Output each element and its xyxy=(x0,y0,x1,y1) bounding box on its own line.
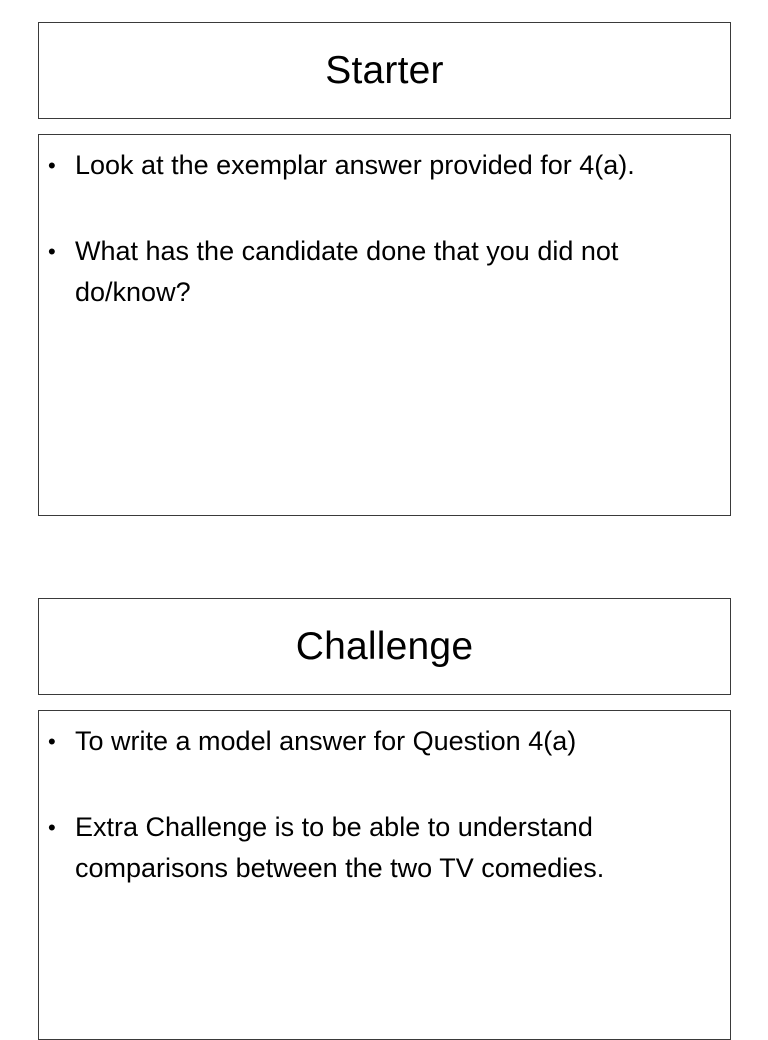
bullet-icon: • xyxy=(48,815,56,840)
bullet-icon: • xyxy=(48,729,56,754)
starter-bullet-2-text: What has the candidate done that you did not do/know? xyxy=(75,236,619,307)
starter-bullet-list xyxy=(39,135,730,313)
challenge-bullet-2 xyxy=(48,807,718,889)
bullet-icon: • xyxy=(48,153,56,178)
starter-bullet-1-text: Look at the exemplar answer provided for 4(a). xyxy=(75,150,635,180)
challenge-bullet-2-text: Extra Challenge is to be able to understand comparisons between the two TV comedies. xyxy=(75,812,605,883)
starter-title-box xyxy=(38,22,731,119)
challenge-bullet-list xyxy=(39,711,730,889)
starter-bullet-1 xyxy=(48,145,718,186)
challenge-bullet-1-text: To write a model answer for Question 4(a) xyxy=(75,726,577,756)
starter-content-box xyxy=(38,134,731,516)
starter-title: Starter xyxy=(325,49,444,92)
challenge-title: Challenge xyxy=(295,625,474,668)
challenge-title-box xyxy=(38,598,731,695)
starter-bullet-2 xyxy=(48,231,718,313)
challenge-bullet-1 xyxy=(48,721,718,762)
bullet-icon: • xyxy=(48,239,56,264)
challenge-content-box xyxy=(38,710,731,1040)
